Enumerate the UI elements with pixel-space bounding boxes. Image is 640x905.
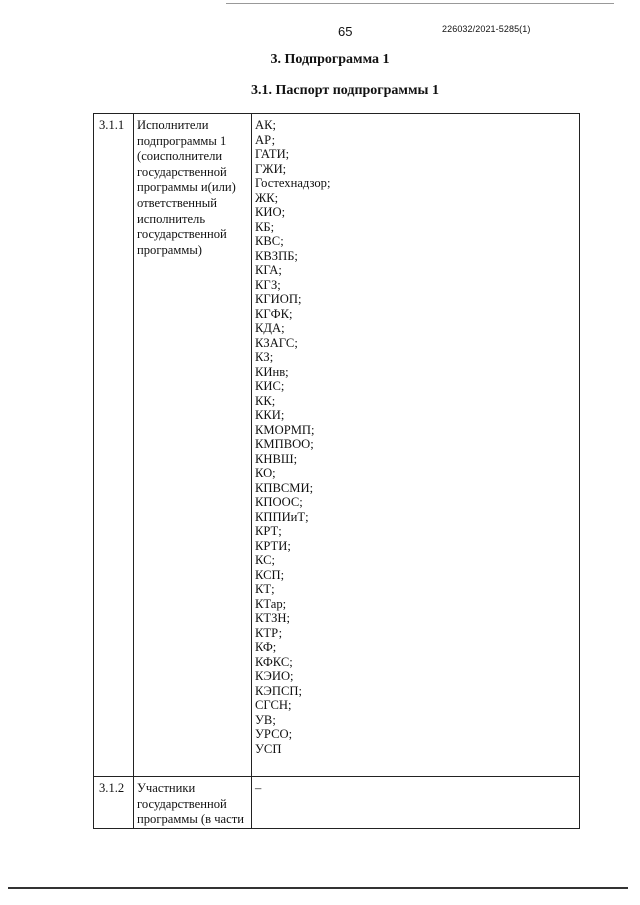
- executor-item: УСП: [255, 741, 282, 756]
- executor-item: ГАТИ;: [255, 147, 290, 161]
- label-line: подпрограммы 1: [137, 133, 227, 148]
- label-line: (соисполнители: [137, 149, 223, 164]
- executor-item: КГИОП;: [255, 292, 302, 306]
- label-line: государственной: [137, 164, 227, 179]
- executor-item: КРТ;: [255, 524, 282, 538]
- section-title: 3. Подпрограмма 1: [270, 52, 390, 67]
- label-line: программы и(или): [137, 180, 236, 195]
- executor-item: КПООС;: [255, 495, 303, 509]
- executor-item: СГСН;: [255, 698, 292, 712]
- page-number: 65: [338, 24, 353, 39]
- table-row: [94, 777, 580, 829]
- executor-item: КМОРМП;: [255, 422, 315, 437]
- executor-item: КИнв;: [255, 364, 289, 379]
- label-line: ответственный: [137, 195, 217, 210]
- label-line: государственной: [137, 796, 227, 811]
- executor-item: АР;: [255, 132, 276, 147]
- executor-item: КППИиТ;: [255, 509, 309, 524]
- row-value: –: [252, 777, 580, 829]
- executor-item: КТар;: [255, 596, 287, 611]
- top-rule: [226, 3, 614, 4]
- executor-item: КФКС;: [255, 654, 293, 669]
- label-line: Участники: [137, 781, 196, 795]
- executor-item: КЗАГС;: [255, 335, 298, 350]
- executor-item: УВ;: [255, 712, 276, 727]
- executor-item: КРТИ;: [255, 538, 291, 553]
- label-line: Исполнители: [137, 118, 209, 132]
- executor-item: КГЗ;: [255, 277, 281, 292]
- executor-item: КТЗН;: [255, 611, 290, 625]
- executor-item: ККИ;: [255, 408, 285, 422]
- document-id: 226032/2021-5285(1): [442, 24, 531, 34]
- executor-item: УРСО;: [255, 727, 293, 741]
- executors-list: [252, 114, 580, 777]
- executor-item: Гостехнадзор;: [255, 176, 331, 190]
- executor-item: КВЗПБ;: [255, 248, 298, 263]
- passport-table: [93, 113, 580, 829]
- executor-item: КГА;: [255, 263, 282, 277]
- executor-item: КПВСМИ;: [255, 480, 314, 495]
- row-label: [134, 777, 252, 829]
- executor-item: КО;: [255, 466, 276, 480]
- executor-item: КК;: [255, 393, 276, 408]
- executor-item: КГФК;: [255, 306, 293, 321]
- executor-item: КЗ;: [255, 350, 274, 364]
- executor-item: КСП;: [255, 567, 285, 582]
- executor-item: КЭПСП;: [255, 683, 302, 698]
- executor-item: АК;: [255, 118, 276, 132]
- section-subtitle: 3.1. Паспорт подпрограммы 1: [251, 83, 439, 98]
- label-line: программы (в части: [137, 812, 244, 827]
- executor-item: КИС;: [255, 379, 285, 393]
- executor-item: КНВШ;: [255, 451, 298, 466]
- row-number: 3.1.2: [94, 777, 134, 829]
- row-number: 3.1.1: [94, 114, 134, 777]
- executor-item: КИО;: [255, 205, 286, 219]
- label-line: государственной: [137, 227, 227, 242]
- executor-item: ГЖИ;: [255, 161, 287, 176]
- executor-item: КС;: [255, 553, 275, 567]
- table-row: [94, 114, 580, 777]
- bottom-rule: [8, 887, 628, 889]
- executor-item: ЖК;: [255, 190, 279, 205]
- executor-item: КВС;: [255, 234, 284, 248]
- executor-item: КБ;: [255, 219, 275, 234]
- label-line: программы): [137, 242, 202, 257]
- executor-item: КЭИО;: [255, 669, 294, 683]
- label-line: исполнитель: [137, 211, 206, 226]
- executor-item: КДА;: [255, 321, 285, 335]
- row-label: [134, 114, 252, 777]
- executor-item: КТ;: [255, 582, 275, 596]
- executor-item: КМПВОО;: [255, 437, 314, 451]
- executor-item: КФ;: [255, 640, 277, 654]
- executor-item: КТР;: [255, 625, 283, 640]
